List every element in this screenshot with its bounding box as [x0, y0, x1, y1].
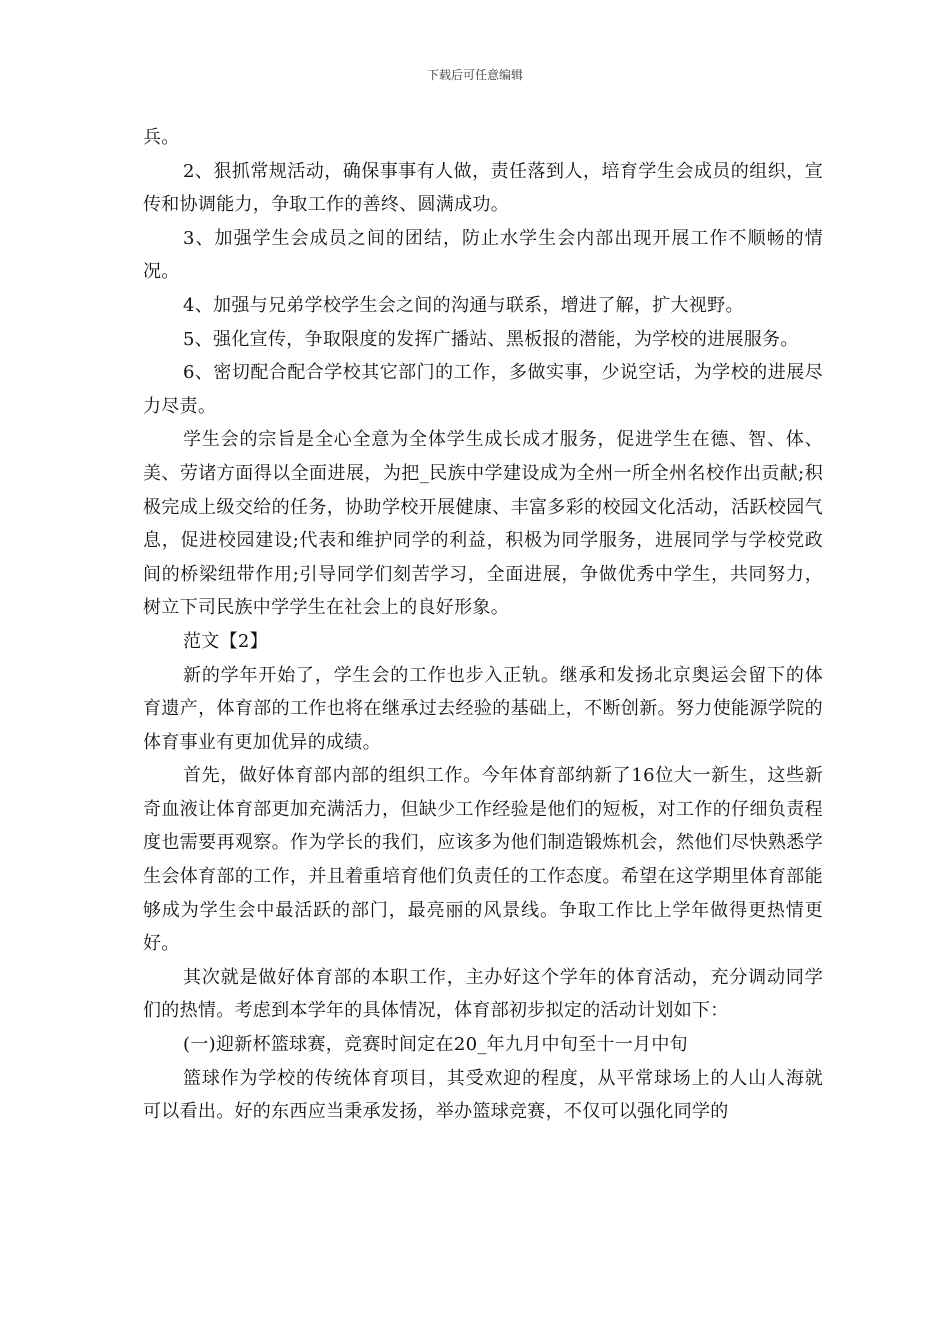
paragraph: 新的学年开始了，学生会的工作也步入正轨。继承和发扬北京奥运会留下的体育遗产，体育部的工作也将在继承过去经验的基础上，不断创新。努力使能源学院的体育事业有更加优异的成绩。 — [143, 664, 823, 753]
paragraph: 5、强化宣传，争取限度的发挥广播站、黑板报的潜能，为学校的进展服务。 — [183, 328, 799, 350]
paragraph: 学生会的宗旨是全心全意为全体学生成长成才服务，促进学生在德、智、体、美、劳诸方面得以全面进展，为把_民族中学建设成为全州一所全州名校作出贡献;积极完成上级交给的任务，协助学校开展健康、丰富多彩的校园文化活动，活跃校园气息，促进校园建设;代表和维护同学的利益，积极为同学服务，进展同学与学校党政间的桥梁纽带作用;引导同学们刻苦学习，全面进展，争做优秀中学生，共同努力，树立下司民族中学学生在社会上的良好形象。 — [143, 429, 823, 619]
paragraph: 兵。 — [143, 127, 180, 148]
paragraph: 2、狠抓常规活动，确保事事有人做，责任落到人，培育学生会成员的组织，宣传和协调能力，争取工作的善终、圆满成功。 — [143, 160, 823, 216]
paragraph: 6、密切配合配合学校其它部门的工作，多做实事，少说空话，为学校的进展尽力尽责。 — [143, 362, 823, 417]
paragraph: 3、加强学生会成员之间的团结，防止水学生会内部出现开展工作不顺畅的情况。 — [143, 227, 823, 283]
paragraph: 首先，做好体育部内部的组织工作。今年体育部纳新了16位大一新生，这些新奇血液让体育部更加充满活力，但缺少工作经验是他们的短板，对工作的仔细负责程度也需要再观察。作为学长的我们，应该多为他们制造锻炼机会，然他们尽快熟悉学生会体育部的工作，并且着重培育他们负责任的工作态度。希望在这学期里体育部能够成为学生会中最活跃的部门，最亮丽的风景线。争取工作比上学年做得更热情更好。 — [143, 765, 823, 955]
document-body — [143, 121, 823, 1129]
paragraph: 篮球作为学校的传统体育项目，其受欢迎的程度，从平常球场上的人山人海就可以看出。好的东西应当秉承发扬，举办篮球竞赛，不仅可以强化同学的 — [143, 1067, 823, 1123]
paragraph: 其次就是做好体育部的本职工作，主办好这个学年的体育活动，充分调动同学们的热情。考虑到本学年的具体情况，体育部初步拟定的活动计划如下： — [143, 966, 823, 1022]
paragraph: (一)迎新杯篮球赛，竞赛时间定在20_年九月中旬至十一月中旬 — [183, 1034, 688, 1056]
paragraph: 4、加强与兄弟学校学生会之间的沟通与联系，增进了解，扩大视野。 — [183, 294, 744, 316]
page-header: 下载后可任意编辑 — [426, 68, 523, 82]
paragraph: 范文【2】 — [183, 630, 268, 652]
